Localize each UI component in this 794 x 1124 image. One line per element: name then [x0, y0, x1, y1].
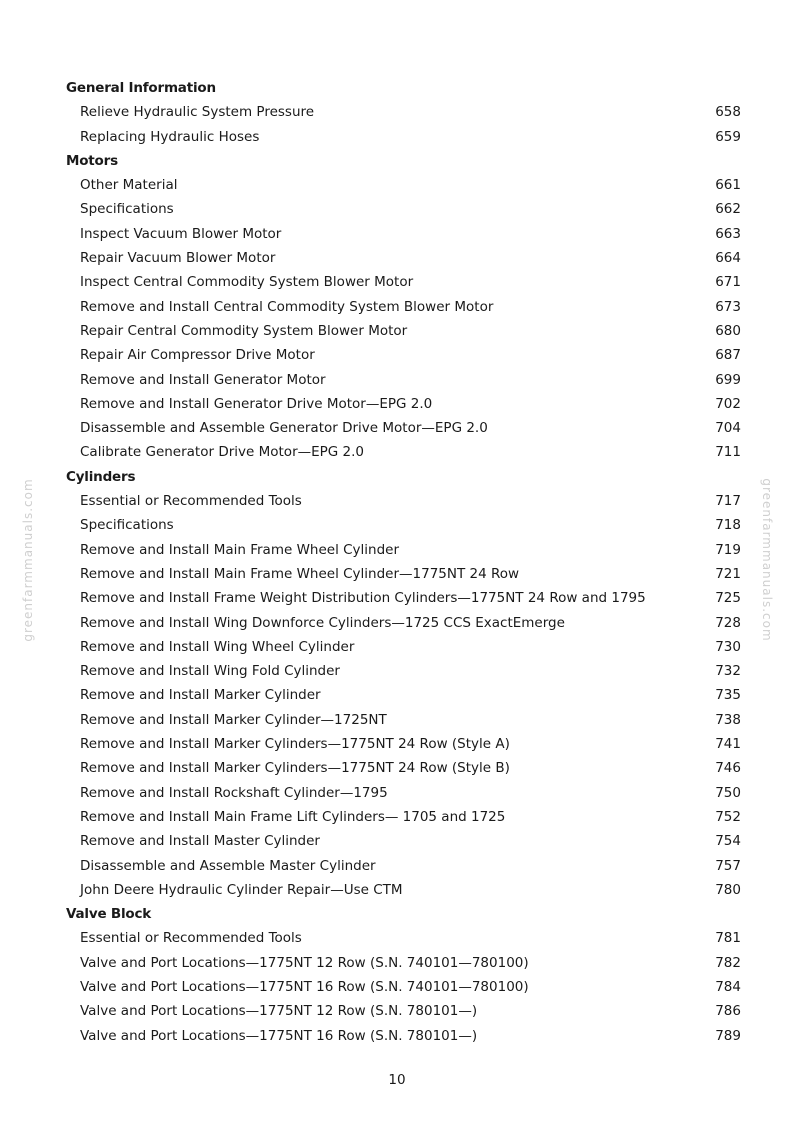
- toc-entry-page: 752: [715, 808, 741, 825]
- toc-entry[interactable]: [0, 1024, 794, 1048]
- page-number: 10: [388, 1072, 406, 1088]
- toc-entry-page: 661: [715, 177, 741, 194]
- toc-entry[interactable]: [0, 659, 794, 683]
- toc-entry-title: Disassemble and Assemble Master Cylinder: [80, 857, 376, 874]
- toc-entry[interactable]: [0, 222, 794, 246]
- toc-entry-page: 750: [715, 784, 741, 801]
- toc-entry-title: Remove and Install Frame Weight Distribution Cylinders—1775NT 24 Row and 1795: [80, 590, 646, 607]
- toc-entry[interactable]: [0, 538, 794, 562]
- toc-entry-page: 658: [715, 104, 741, 121]
- toc-entry-title: Remove and Install Generator Drive Motor—EPG 2.0: [80, 395, 433, 412]
- toc-entry[interactable]: [0, 878, 794, 902]
- toc-entry-page: 719: [715, 541, 741, 558]
- toc-entry[interactable]: [0, 270, 794, 294]
- toc-entry-title: Replacing Hydraulic Hoses: [80, 128, 260, 145]
- toc-entry-page: 789: [715, 1027, 741, 1044]
- toc-entry[interactable]: [0, 295, 794, 319]
- toc-entry[interactable]: [0, 440, 794, 464]
- toc-entry[interactable]: [0, 100, 794, 124]
- toc-entry-page: 730: [715, 638, 741, 655]
- toc-entry[interactable]: [0, 756, 794, 780]
- toc-entry-title: Remove and Install Marker Cylinder: [80, 687, 321, 704]
- toc-entry[interactable]: [0, 611, 794, 635]
- toc-entry[interactable]: [0, 975, 794, 999]
- toc-entry-page: 659: [715, 128, 741, 145]
- toc-entry-title: Essential or Recommended Tools: [80, 493, 302, 510]
- toc-entry-title: Remove and Install Wing Fold Cylinder: [80, 663, 340, 680]
- toc-entry-title: Remove and Install Main Frame Wheel Cylinder: [80, 541, 400, 558]
- toc-entry[interactable]: [0, 173, 794, 197]
- toc-entry[interactable]: [0, 951, 794, 975]
- toc-entry-page: 699: [715, 371, 741, 388]
- toc-entry-page: 784: [715, 978, 741, 995]
- toc-entry-page: 746: [715, 760, 741, 777]
- toc-entry-title: Disassemble and Assemble Generator Drive Motor—EPG 2.0: [80, 420, 488, 437]
- toc-entry-page: 704: [715, 420, 741, 437]
- toc-entry[interactable]: [0, 829, 794, 853]
- toc-entry[interactable]: [0, 999, 794, 1023]
- toc-entry-title: Remove and Install Rockshaft Cylinder—1795: [80, 784, 388, 801]
- toc-entry-page: 786: [715, 1003, 741, 1020]
- toc-entry-title: Remove and Install Master Cylinder: [80, 833, 320, 850]
- toc-entry-page: 702: [715, 395, 741, 412]
- toc-entry[interactable]: [0, 368, 794, 392]
- toc-entry-page: 732: [715, 663, 741, 680]
- toc-entry[interactable]: [0, 854, 794, 878]
- toc-entry-title: Repair Central Commodity System Blower Motor: [80, 322, 408, 339]
- toc-entry-page: 663: [715, 225, 741, 242]
- toc-entry[interactable]: [0, 635, 794, 659]
- toc-entry-page: 781: [715, 930, 741, 947]
- toc-entry-title: Inspect Central Commodity System Blower Motor: [80, 274, 414, 291]
- toc-entry-page: 741: [715, 736, 741, 753]
- toc-entry-title: Remove and Install Generator Motor: [80, 371, 326, 388]
- toc-entry-page: 780: [715, 881, 741, 898]
- toc-entry[interactable]: [0, 683, 794, 707]
- toc-entry-page: 738: [715, 711, 741, 728]
- toc-entry-title: Essential or Recommended Tools: [80, 930, 302, 947]
- toc-entry-title: Remove and Install Wing Wheel Cylinder: [80, 638, 355, 655]
- toc-entry[interactable]: [0, 246, 794, 270]
- toc-entry-title: Remove and Install Main Frame Wheel Cylinder—1775NT 24 Row: [80, 565, 520, 582]
- toc-entry-title: Repair Air Compressor Drive Motor: [80, 347, 315, 364]
- toc-entry[interactable]: [0, 392, 794, 416]
- toc-entry[interactable]: [0, 562, 794, 586]
- watermark-right: greenfarmmanuals.com: [760, 478, 774, 642]
- toc-entry-page: 664: [715, 250, 741, 267]
- toc-entry-title: Inspect Vacuum Blower Motor: [80, 225, 282, 242]
- toc-entry-page: 680: [715, 322, 741, 339]
- toc-entry[interactable]: [0, 781, 794, 805]
- toc-entry-title: Remove and Install Marker Cylinders—1775NT 24 Row (Style B): [80, 760, 510, 777]
- toc-entry-page: 662: [715, 201, 741, 218]
- toc-entry-page: 782: [715, 954, 741, 971]
- section-heading: General Information: [66, 80, 216, 96]
- toc-entry-title: Specifications: [80, 201, 174, 218]
- toc-entry[interactable]: [0, 125, 794, 149]
- toc-entry-page: 728: [715, 614, 741, 631]
- toc-entry-title: Remove and Install Main Frame Lift Cylinders— 1705 and 1725: [80, 808, 506, 825]
- toc-entry-page: 721: [715, 565, 741, 582]
- toc-entry-title: Remove and Install Central Commodity System Blower Motor: [80, 298, 494, 315]
- toc-entry-title: Valve and Port Locations—1775NT 16 Row (S.N. 780101—): [80, 1027, 478, 1044]
- toc-entry-title: Calibrate Generator Drive Motor—EPG 2.0: [80, 444, 365, 461]
- toc-entry-page: 673: [715, 298, 741, 315]
- toc-entry[interactable]: [0, 319, 794, 343]
- toc-entry-title: Remove and Install Wing Downforce Cylinders—1725 CCS ExactEmerge: [80, 614, 565, 631]
- section-heading: Motors: [66, 152, 118, 169]
- toc-entry-page: 671: [715, 274, 741, 291]
- toc-entry[interactable]: [0, 586, 794, 610]
- watermark-left: greenfarmmanuals.com: [21, 478, 35, 642]
- toc-entry-title: Valve and Port Locations—1775NT 12 Row (S.N. 740101—780100): [80, 954, 529, 971]
- section-heading: Cylinders: [66, 468, 136, 485]
- toc-entry[interactable]: [0, 708, 794, 732]
- toc-entry-page: 717: [715, 493, 741, 510]
- toc-entry-title: Remove and Install Marker Cylinders—1775NT 24 Row (Style A): [80, 736, 510, 753]
- toc-entry-page: 687: [715, 347, 741, 364]
- toc-entry[interactable]: [0, 416, 794, 440]
- toc-entry[interactable]: [0, 513, 794, 537]
- toc-entry-title: Relieve Hydraulic System Pressure: [80, 104, 315, 121]
- toc-entry[interactable]: [0, 343, 794, 367]
- toc-entry[interactable]: [0, 805, 794, 829]
- section-heading: Valve Block: [66, 906, 152, 923]
- toc-entry[interactable]: [0, 732, 794, 756]
- toc-entry-title: Remove and Install Marker Cylinder—1725NT: [80, 711, 387, 728]
- table-of-contents: [0, 76, 794, 1048]
- toc-entry-title: John Deere Hydraulic Cylinder Repair—Use CTM: [80, 881, 403, 898]
- toc-entry-title: Other Material: [80, 177, 178, 194]
- toc-entry-title: Valve and Port Locations—1775NT 16 Row (S.N. 740101—780100): [80, 978, 529, 995]
- toc-entry[interactable]: [0, 489, 794, 513]
- toc-entry-page: 757: [715, 857, 741, 874]
- toc-entry-page: 711: [715, 444, 741, 461]
- toc-entry-page: 718: [715, 517, 741, 534]
- toc-entry-title: Repair Vacuum Blower Motor: [80, 250, 276, 267]
- toc-entry-page: 754: [715, 833, 741, 850]
- toc-entry-title: Specifications: [80, 517, 174, 534]
- toc-entry[interactable]: [0, 926, 794, 950]
- toc-entry-page: 725: [715, 590, 741, 607]
- toc-entry[interactable]: [0, 197, 794, 221]
- toc-entry-title: Valve and Port Locations—1775NT 12 Row (S.N. 780101—): [80, 1003, 478, 1020]
- toc-entry-page: 735: [715, 687, 741, 704]
